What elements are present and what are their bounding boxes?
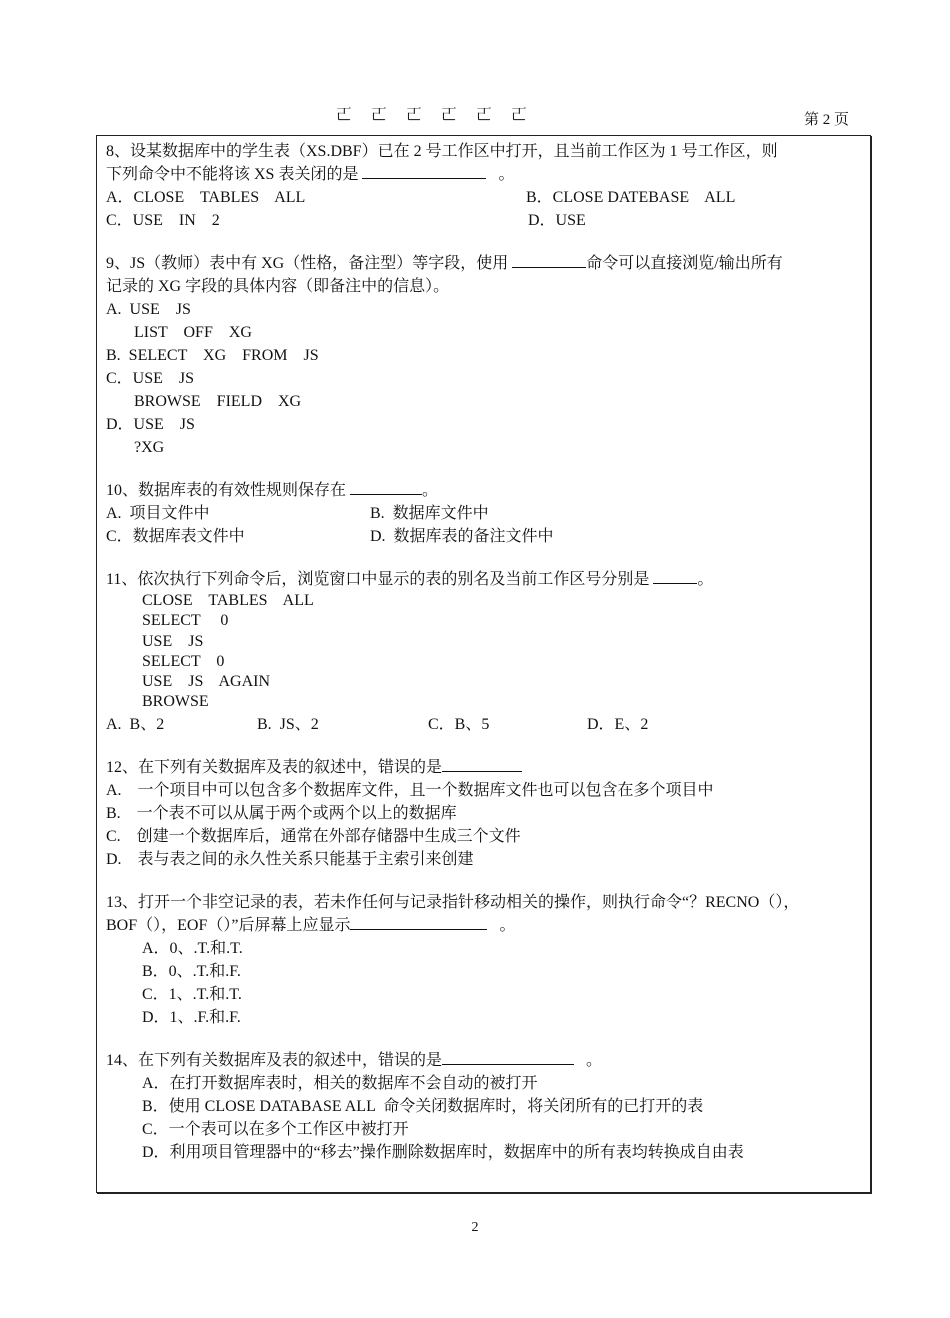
question-9	[106, 252, 866, 459]
question-14-end: 。	[586, 1051, 603, 1069]
question-8-end: 。	[498, 166, 515, 183]
header-title: 𠀀𠀀𠀀𠀀𠀀𠀀	[336, 107, 547, 124]
option-c-line2: BROWSE FIELD XG	[134, 393, 302, 410]
option-row	[106, 209, 866, 232]
answer-blank	[350, 914, 487, 930]
question-12	[106, 756, 866, 871]
option-a: A．在打开数据库表时，相关的数据库不会自动的被打开	[142, 1074, 538, 1092]
code-line: CLOSE TABLES ALL	[142, 592, 314, 609]
option-b: B．CLOSE DATEBASE ALL	[526, 189, 736, 206]
option-d-line2: ?XG	[134, 439, 165, 456]
question-13-end: 。	[499, 916, 516, 934]
option-b: B. SELECT XG FROM JS	[106, 347, 319, 364]
code-line: USE JS	[142, 632, 204, 650]
option-a-line2: LIST OFF XG	[134, 324, 252, 341]
code-line: SELECT 0	[142, 612, 229, 630]
option-a: A. B、2	[106, 715, 165, 733]
answer-blank	[442, 756, 522, 772]
option-d: D．利用项目管理器中的“移去”操作删除数据库时，数据库中的所有表均转换成自由表	[142, 1143, 744, 1161]
option-d: D. 数据库表的备注文件中	[370, 528, 554, 545]
answer-blank	[350, 479, 422, 495]
question-11-end: 。	[697, 571, 714, 588]
question-8-stem-line1: 8、设某数据库中的学生表（XS.DBF）已在 2 号工作区中打开，且当前工作区为 1 号工作区，则	[106, 143, 778, 160]
page-number: 2	[471, 1220, 479, 1235]
frame-border-right	[870, 136, 872, 1194]
question-10-end: 。	[422, 482, 439, 499]
question-13-stem-line2	[106, 914, 866, 937]
option-row	[106, 502, 866, 525]
question-8-stem-line2	[106, 163, 866, 186]
option-a: A．0、.T.和.T.	[142, 939, 243, 957]
header-page-label: 第 2 页	[804, 112, 850, 128]
question-10	[106, 479, 866, 548]
option-c: C．B、5	[428, 715, 490, 733]
option-b: B．0、.T.和.F.	[142, 962, 241, 980]
code-line: SELECT 0	[142, 652, 225, 670]
option-d: D．USE	[528, 212, 586, 229]
option-d: D．USE JS	[106, 416, 195, 433]
option-b: B. JS、2	[257, 715, 319, 733]
question-9-stem-line2: 记录的 XG 字段的具体内容（即备注中的信息）。	[106, 278, 450, 295]
answer-blank	[442, 1049, 574, 1065]
option-a: A. 项目文件中	[106, 505, 210, 522]
code-line: BROWSE	[142, 693, 209, 711]
option-c: C．USE JS	[106, 370, 195, 387]
option-row	[106, 525, 866, 548]
question-9-stem-line1	[106, 252, 866, 275]
question-14-text: 14、在下列有关数据库及表的叙述中，错误的是	[106, 1051, 443, 1069]
question-12-text: 12、在下列有关数据库及表的叙述中，错误的是	[106, 758, 443, 776]
option-b: B．使用 CLOSE DATABASE ALL 命令关闭数据库时，将关闭所有的已打开的表	[142, 1097, 704, 1115]
question-11-stem	[106, 568, 866, 591]
answer-blank	[653, 568, 697, 584]
question-9-stem-pre: 9、JS（教师）表中有 XG（性格，备注型）等字段，使用	[106, 255, 509, 272]
question-12-stem	[106, 756, 866, 779]
option-a: A. 一个项目中可以包含多个数据库文件，且一个数据库文件也可以包含在多个项目中	[106, 781, 714, 799]
question-9-stem-post: 命令可以直接浏览/输出所有	[586, 255, 783, 272]
option-a: A．CLOSE TABLES ALL	[106, 189, 306, 206]
option-c: C．一个表可以在多个工作区中被打开	[142, 1120, 409, 1138]
question-13	[106, 891, 866, 1029]
question-8-stem: 下列命令中不能将该 XS 表关闭的是	[106, 166, 359, 183]
question-8	[106, 140, 866, 232]
question-11-text: 11、依次执行下列命令后，浏览窗口中显示的表的别名及当前工作区号分别是	[106, 571, 650, 588]
frame-border-bottom	[97, 1192, 872, 1194]
question-10-text: 10、数据库表的有效性规则保存在	[106, 482, 347, 499]
questions-content	[106, 140, 866, 1164]
question-14	[106, 1049, 866, 1164]
answer-blank	[362, 163, 486, 179]
option-d: D. 表与表之间的永久性关系只能基于主索引来创建	[106, 850, 474, 868]
option-c: C．数据库表文件中	[106, 528, 245, 545]
option-row	[106, 186, 866, 209]
answer-blank	[512, 252, 586, 268]
option-d: D．1、.F.和.F.	[142, 1008, 241, 1026]
question-10-stem	[106, 479, 866, 502]
question-13-text: BOF（），EOF（）”后屏幕上应显示	[106, 916, 351, 934]
option-b: B. 数据库文件中	[370, 505, 489, 522]
question-14-stem	[106, 1049, 866, 1072]
question-11	[106, 568, 866, 736]
question-13-stem-line1: 13、打开一个非空记录的表，若未作任何与记录指针移动相关的操作，则执行命令“？RECNO（），	[106, 893, 800, 911]
option-row	[106, 713, 866, 736]
code-line: USE JS AGAIN	[142, 673, 271, 691]
option-c: C．1、.T.和.T.	[142, 985, 242, 1003]
option-c: C. 创建一个数据库后，通常在外部存储器中生成三个文件	[106, 827, 521, 845]
option-c: C．USE IN 2	[106, 212, 220, 229]
option-d: D．E、2	[587, 715, 649, 733]
option-b: B. 一个表不可以从属于两个或两个以上的数据库	[106, 804, 457, 822]
option-a: A. USE JS	[106, 301, 191, 318]
